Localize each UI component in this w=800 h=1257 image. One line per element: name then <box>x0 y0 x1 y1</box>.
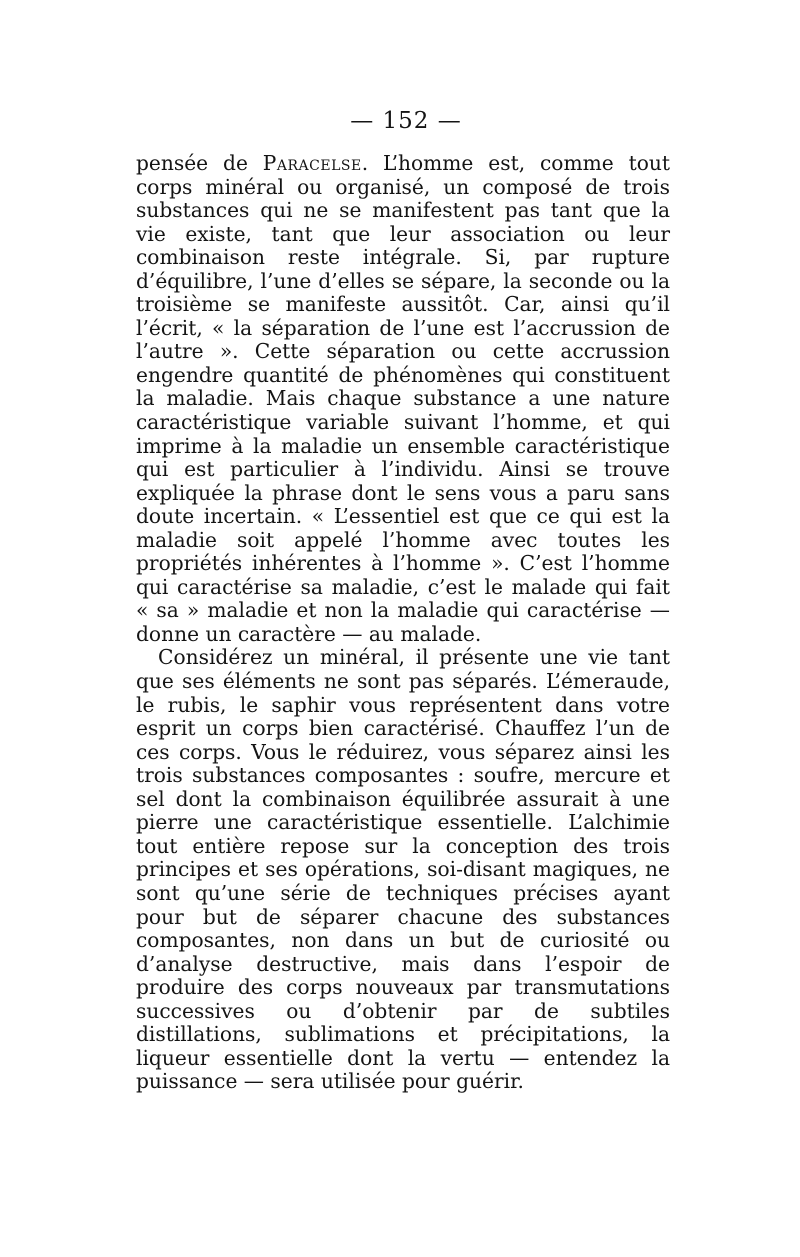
page-number: — 152 — <box>350 108 462 134</box>
paragraph-2: Considérez un minéral, il présente une vie tant que ses éléments ne sont pas séparés. L’émeraude, le rubis, le saphir vous représentent dans votre esprit un corps bien caractérisé. Chauffez l’un de ces corps. Vous le réduirez, vous séparez ainsi les trois substances composantes : soufre, mercure et sel dont la combinaison équilibrée assurait à une pierre une caractéristique essentielle. L’alchimie tout entière repose sur la conception des trois principes et ses opérations, soi-disant magiques, ne sont qu’une série de techniques précises ayant pour but de séparer chacune des substances composantes, non dans un but de curiosité ou d’analyse destructive, mais dans l’espoir de produire des corps nouveaux par transmutations successives ou d’obtenir par de subtiles distillations, sublimations et précipitations, la liqueur essentielle dont la vertu — entendez la puissance — sera utilisée pour guérir. <box>136 645 670 1094</box>
paragraph-1 <box>136 152 670 646</box>
paragraph-1-body: . L’homme est, comme tout corps minéral ou organisé, un composé de trois substances qui ne se manifestent pas tant que la vie existe, tant que leur association ou leur combinaison reste intégrale. Si, par rupture d’équilibre, l’une d’elles se sépare, la seconde ou la troisième se manifeste aussitôt. Car, ainsi qu’il l’écrit, « la séparation de l’une est l’accrussion de l’autre ». Cette séparation ou cette accrussion engendre quantité de phénomènes qui constituent la maladie. Mais chaque substance a une nature caractéristique variable suivant l’homme, et qui imprime à la maladie un ensemble caractéristique qui est particulier à l’individu. Ainsi se trouve expliquée la phrase dont le sens vous a paru sans doute incertain. « L’essentiel est que ce qui est la maladie soit appelé l’homme avec toutes les propriétés inhérentes à l’homme ». C’est l’homme qui caractérise sa maladie, c’est le malade qui fait « sa » maladie et non la maladie qui caractérise — donne un caractère — au malade. <box>136 151 670 646</box>
author-name: Paracelse <box>262 151 362 175</box>
paragraph-1-lead: pensée de <box>136 151 263 175</box>
body-text <box>136 152 670 1094</box>
